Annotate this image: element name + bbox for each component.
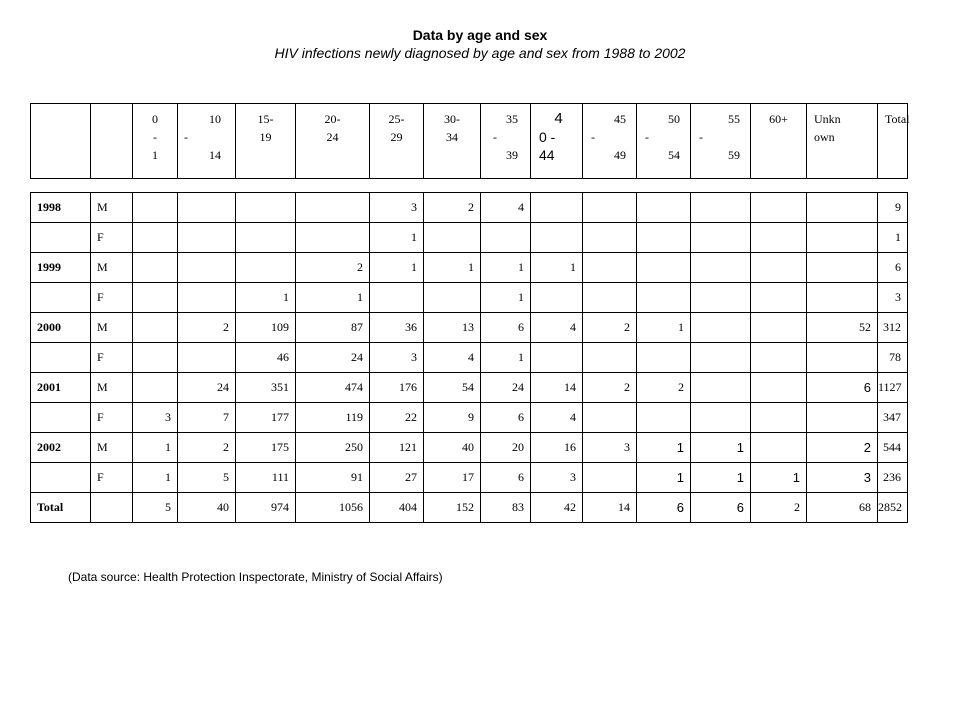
value-cell: 1 [424,253,481,283]
value-cell [807,253,878,283]
header-cell-3: 20- 24 [296,104,370,179]
value-cell: 2 [751,493,807,523]
sex-cell: M [91,373,133,403]
sex-cell: F [91,223,133,253]
value-cell [807,343,878,373]
value-cell: 7 [178,403,236,433]
value-cell: 3 [807,463,878,493]
value-cell [583,283,637,313]
value-cell: 4 [424,343,481,373]
data-source-note: (Data source: Health Protection Inspectorate, Ministry of Social Affairs) [68,570,443,584]
value-cell [370,283,424,313]
year-cell: 2001 [31,373,91,403]
value-cell [133,373,178,403]
value-cell [178,223,236,253]
table-row [31,403,908,433]
value-cell [424,283,481,313]
value-cell [637,253,691,283]
sex-cell: F [91,463,133,493]
value-cell: 1 [370,253,424,283]
value-cell [691,283,751,313]
data-table [30,192,908,523]
value-cell [133,193,178,223]
value-cell: 36 [370,313,424,343]
value-cell: 9 [878,193,908,223]
value-cell: 2 [178,433,236,463]
value-cell [751,283,807,313]
value-cell [751,193,807,223]
sex-cell: F [91,343,133,373]
value-cell: 119 [296,403,370,433]
value-cell: 3 [370,193,424,223]
year-cell: 2002 [31,433,91,463]
value-cell: 1 [637,463,691,493]
value-cell [178,343,236,373]
value-cell: 1 [236,283,296,313]
year-cell [31,283,91,313]
sex-cell: F [91,283,133,313]
value-cell: 24 [296,343,370,373]
value-cell: 111 [236,463,296,493]
value-cell: 6 [637,493,691,523]
header-blank-year [31,104,91,179]
value-cell: 68 [807,493,878,523]
value-cell: 1 [751,463,807,493]
sex-cell: F [91,403,133,433]
table-row [31,253,908,283]
total-row [31,493,908,523]
value-cell [178,193,236,223]
value-cell: 2 [583,313,637,343]
value-cell: 1056 [296,493,370,523]
value-cell [751,253,807,283]
sex-cell: M [91,193,133,223]
value-cell: 1 [481,343,531,373]
table-row [31,223,908,253]
value-cell: 1127 [878,373,908,403]
value-cell [531,283,583,313]
value-cell: 6 [481,313,531,343]
value-cell: 1 [370,223,424,253]
header-cell-13: Total [878,104,908,179]
value-cell: 46 [236,343,296,373]
value-cell: 6 [691,493,751,523]
value-cell: 1 [481,253,531,283]
sex-cell [91,493,133,523]
year-cell [31,223,91,253]
value-cell: 5 [133,493,178,523]
value-cell [637,283,691,313]
data-table-body [31,193,908,523]
value-cell: 24 [481,373,531,403]
value-cell: 14 [583,493,637,523]
value-cell [583,343,637,373]
header-cell-11: 60+ [751,104,807,179]
value-cell [133,283,178,313]
value-cell: 2 [583,373,637,403]
header-cell-1: 10 - 14 [178,104,236,179]
value-cell: 1 [637,433,691,463]
value-cell: 91 [296,463,370,493]
table-row [31,463,908,493]
value-cell [133,343,178,373]
header-cell-8: 45 - 49 [583,104,637,179]
value-cell: 42 [531,493,583,523]
value-cell [751,433,807,463]
header-cell-10: 55 - 59 [691,104,751,179]
header-cell-7: 4 0 - 44 [531,104,583,179]
value-cell: 1 [691,463,751,493]
value-cell: 40 [424,433,481,463]
value-cell [691,343,751,373]
value-cell: 351 [236,373,296,403]
value-cell: 1 [637,313,691,343]
value-cell [133,223,178,253]
value-cell: 6 [481,463,531,493]
value-cell: 78 [878,343,908,373]
value-cell [178,283,236,313]
value-cell [583,253,637,283]
header-cell-4: 25- 29 [370,104,424,179]
value-cell: 2 [178,313,236,343]
year-cell: Total [31,493,91,523]
page-subtitle: HIV infections newly diagnosed by age and sex from 1988 to 2002 [274,45,686,61]
value-cell: 3 [133,403,178,433]
year-cell: 1999 [31,253,91,283]
value-cell: 974 [236,493,296,523]
value-cell [807,193,878,223]
value-cell [531,343,583,373]
value-cell [296,193,370,223]
value-cell: 5 [178,463,236,493]
value-cell: 2 [637,373,691,403]
value-cell: 2 [807,433,878,463]
value-cell: 54 [424,373,481,403]
value-cell: 404 [370,493,424,523]
table-row [31,283,908,313]
value-cell: 3 [878,283,908,313]
value-cell: 1 [691,433,751,463]
value-cell: 544 [878,433,908,463]
value-cell: 4 [481,193,531,223]
value-cell: 24 [178,373,236,403]
value-cell: 16 [531,433,583,463]
header-cell-12: Unkn own [807,104,878,179]
value-cell: 9 [424,403,481,433]
year-cell [31,463,91,493]
value-cell [691,193,751,223]
value-cell [531,223,583,253]
value-cell: 40 [178,493,236,523]
year-cell [31,343,91,373]
value-cell: 1 [481,283,531,313]
value-cell [583,193,637,223]
value-cell: 312 [878,313,908,343]
value-cell [637,223,691,253]
value-cell: 3 [370,343,424,373]
value-cell [296,223,370,253]
value-cell: 2 [424,193,481,223]
value-cell: 4 [531,313,583,343]
sex-cell: M [91,313,133,343]
value-cell: 6 [481,403,531,433]
value-cell [583,463,637,493]
sex-cell: M [91,433,133,463]
value-cell: 2 [296,253,370,283]
value-cell: 83 [481,493,531,523]
value-cell: 22 [370,403,424,433]
year-cell: 1998 [31,193,91,223]
table-row [31,193,908,223]
year-cell [31,403,91,433]
value-cell: 14 [531,373,583,403]
value-cell: 250 [296,433,370,463]
value-cell [133,313,178,343]
value-cell: 3 [583,433,637,463]
value-cell [691,313,751,343]
value-cell: 236 [878,463,908,493]
value-cell: 1 [878,223,908,253]
value-cell [531,193,583,223]
page-title: Data by age and sex [412,27,548,43]
value-cell [807,223,878,253]
value-cell: 20 [481,433,531,463]
value-cell: 175 [236,433,296,463]
value-cell: 1 [133,463,178,493]
value-cell: 1 [531,253,583,283]
value-cell: 6 [807,373,878,403]
value-cell [236,193,296,223]
value-cell [637,193,691,223]
value-cell: 121 [370,433,424,463]
value-cell: 474 [296,373,370,403]
value-cell [481,223,531,253]
value-cell [751,313,807,343]
value-cell: 27 [370,463,424,493]
table-row [31,343,908,373]
value-cell [751,343,807,373]
value-cell [583,223,637,253]
value-cell [424,223,481,253]
value-cell [751,223,807,253]
header-cell-2: 15- 19 [236,104,296,179]
value-cell [691,253,751,283]
header-cell-5: 30- 34 [424,104,481,179]
value-cell [236,253,296,283]
value-cell: 13 [424,313,481,343]
table-row [31,313,908,343]
value-cell: 17 [424,463,481,493]
value-cell: 52 [807,313,878,343]
value-cell: 347 [878,403,908,433]
value-cell [751,373,807,403]
header-blank-sex [91,104,133,179]
value-cell [691,403,751,433]
header-cell-6: 35 - 39 [481,104,531,179]
value-cell: 4 [531,403,583,433]
value-cell: 177 [236,403,296,433]
value-cell: 109 [236,313,296,343]
value-cell [583,403,637,433]
value-cell: 2852 [878,493,908,523]
value-cell [807,283,878,313]
value-cell: 87 [296,313,370,343]
value-cell: 152 [424,493,481,523]
value-cell: 176 [370,373,424,403]
sex-cell: M [91,253,133,283]
header-cell-9: 50 - 54 [637,104,691,179]
value-cell: 6 [878,253,908,283]
value-cell [807,403,878,433]
value-cell: 1 [296,283,370,313]
value-cell: 3 [531,463,583,493]
value-cell: 1 [133,433,178,463]
table-row [31,373,908,403]
value-cell [178,253,236,283]
value-cell [236,223,296,253]
value-cell [637,343,691,373]
value-cell [751,403,807,433]
table-row [31,433,908,463]
year-cell: 2000 [31,313,91,343]
value-cell [133,253,178,283]
value-cell [691,373,751,403]
value-cell [637,403,691,433]
value-cell [691,223,751,253]
header-cell-0: 0 - 1 [133,104,178,179]
header-table [30,103,908,179]
